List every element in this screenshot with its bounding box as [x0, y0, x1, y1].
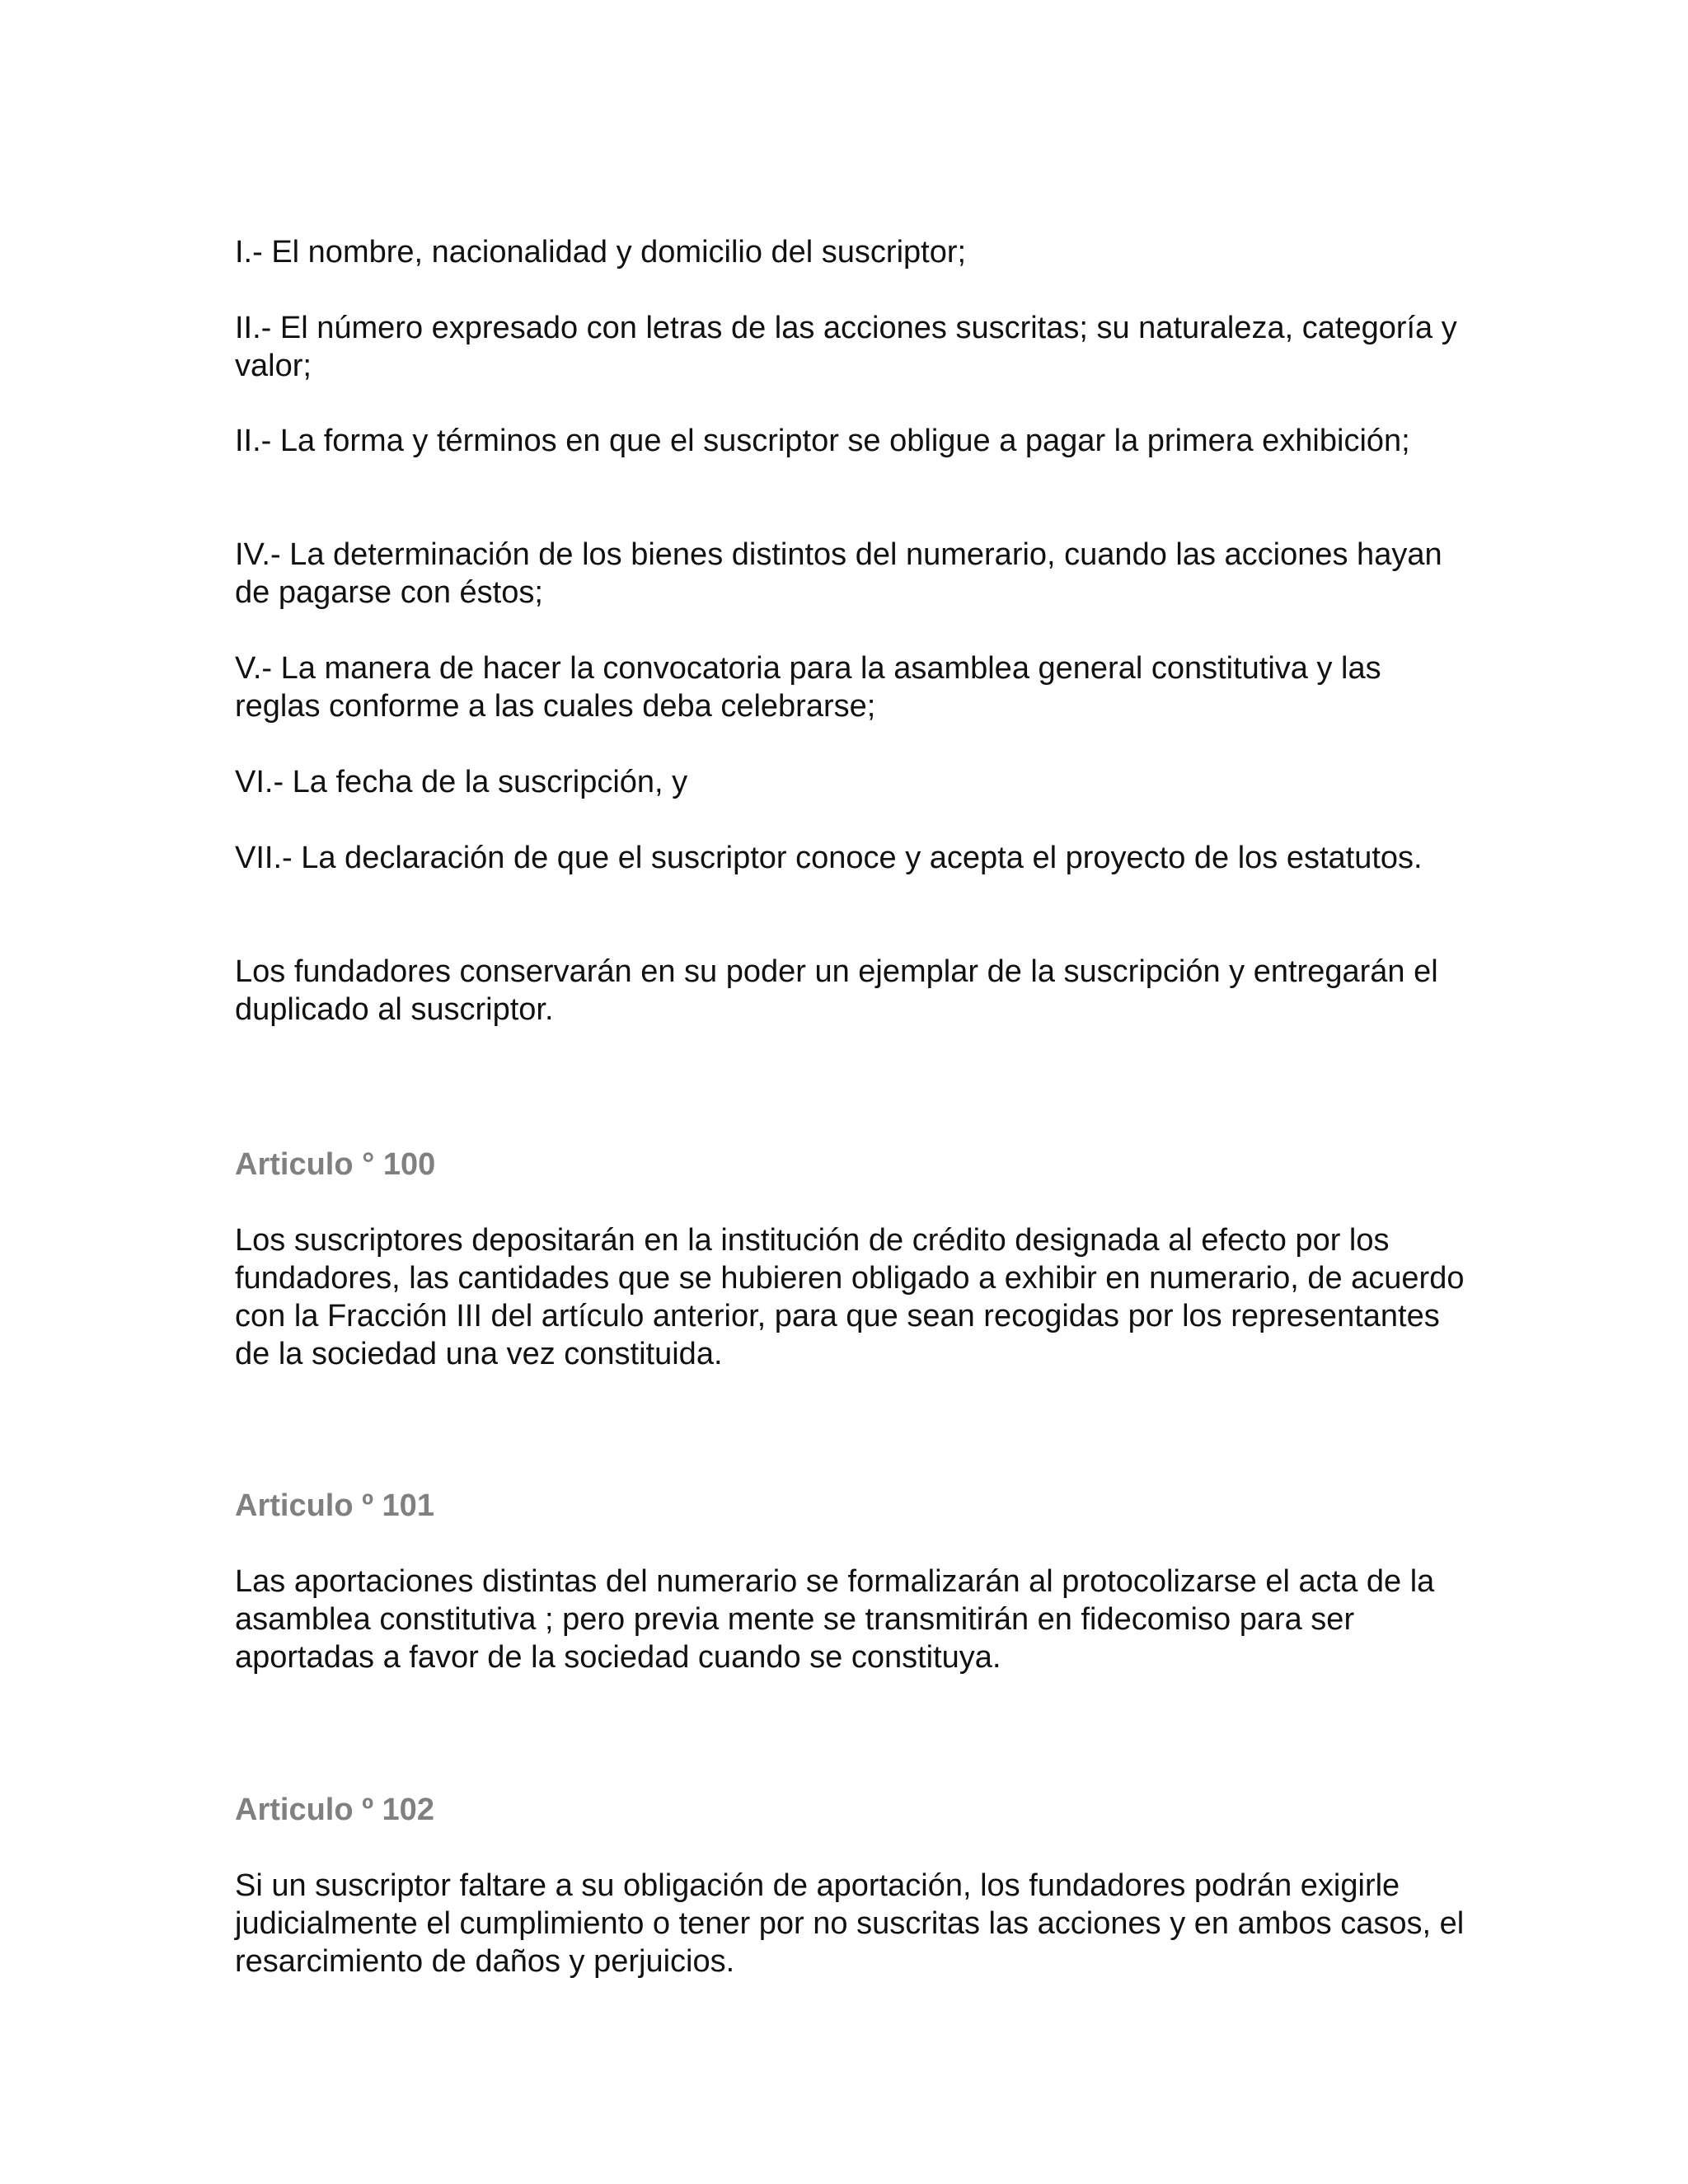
article-102-text: Si un suscriptor faltare a su obligación de aportación, los fundadores podrán exigirle judicialmente el cumplimiento o tener por no suscritas las acciones y en ambos casos, el resarcimiento de daños y perjuicios. [235, 1868, 1465, 1979]
article-101-heading: Articulo º 101 [235, 1488, 434, 1523]
closing-paragraph: Los fundadores conservarán en su poder un ejemplar de la suscripción y entregarán el duplicado al suscriptor. [235, 954, 1438, 1027]
list-item-ii: II.- El número expresado con letras de las acciones suscritas; su naturaleza, categoría y valor; [235, 311, 1457, 383]
list-item-v: V.- La manera de hacer la convocatoria para la asamblea general constitutiva y las reglas conforme a las cuales deba celebrarse; [235, 651, 1381, 724]
list-item-iii: II.- La forma y términos en que el suscriptor se obligue a pagar la primera exhibición; [235, 424, 1410, 458]
list-item-vi: VI.- La fecha de la suscripción, y [235, 765, 688, 799]
article-102-heading: Articulo º 102 [235, 1793, 434, 1827]
list-item-i: I.- El nombre, nacionalidad y domicilio del suscriptor; [235, 235, 967, 269]
article-100-text: Los suscriptores depositarán en la institución de crédito designada al efecto por los fundadores, las cantidades que se hubieren obligado a exhibir en numerario, de acuerdo con la Fracción III del artículo anterior, para que sean recogidas por los representantes de la sociedad una vez constituida. [235, 1223, 1465, 1371]
list-item-iv: IV.- La determinación de los bienes distintos del numerario, cuando las acciones hayan de pagarse con éstos; [235, 537, 1442, 610]
list-item-vii: VII.- La declaración de que el suscriptor conoce y acepta el proyecto de los estatutos. [235, 841, 1423, 875]
article-101-text: Las aportaciones distintas del numerario se formalizarán al protocolizarse el acta de la asamblea constitutiva ; pero previa mente se transmitirán en fidecomiso para ser aportadas a favor de la sociedad cuando se constituya. [235, 1564, 1435, 1675]
article-100-heading: Articulo ° 100 [235, 1147, 436, 1182]
